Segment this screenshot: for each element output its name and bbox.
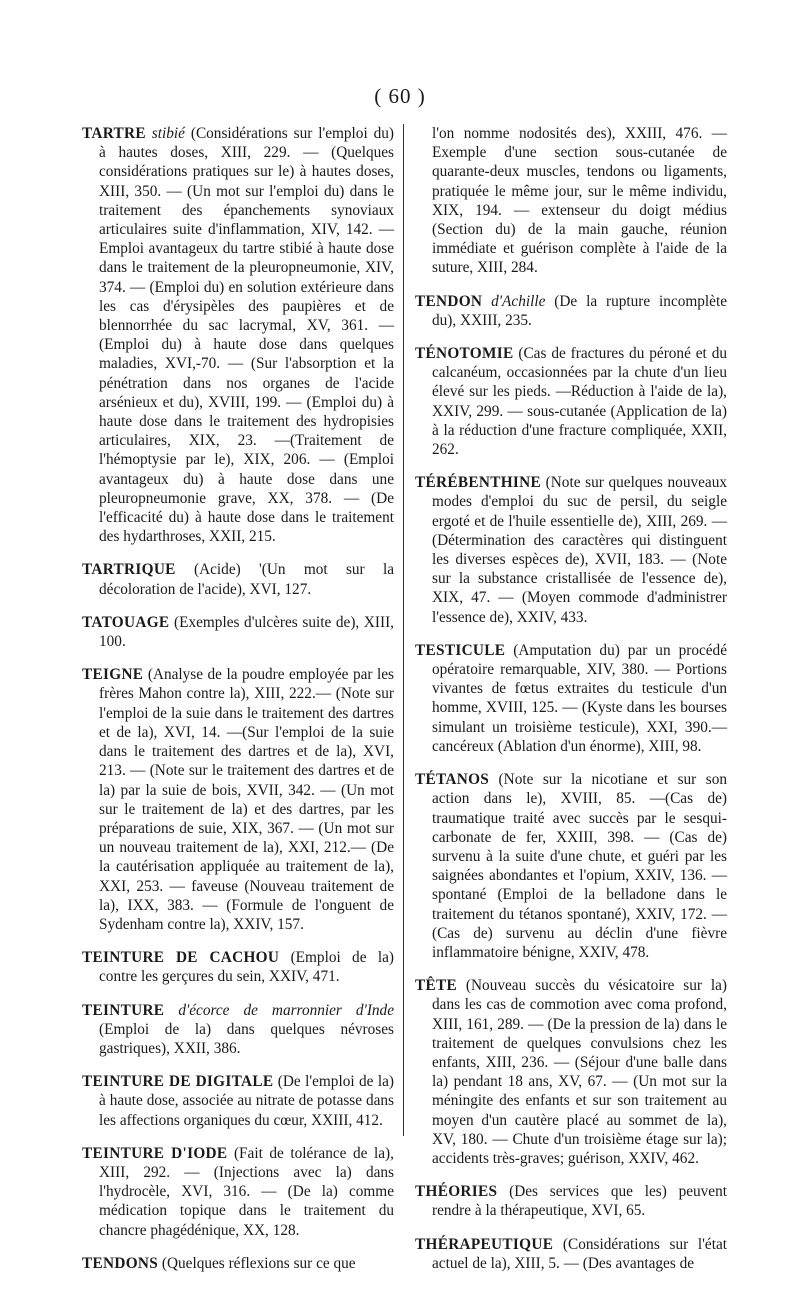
entry-text: (Fait de tolérance de la), XIII, 292. — (Injections avec la) dans l'hydrocèle, XVI, 316. — (De la) comme médication topique dans le traitement du chancre phagédénique, XX, 128.: [99, 1144, 394, 1239]
entry-qualifier: d'écorce de marronnier d'Inde: [178, 1001, 394, 1019]
entry-headword: TÉTANOS: [415, 771, 490, 789]
index-entry: [82, 1144, 394, 1240]
entry-headword: TÉNOTOMIE: [415, 345, 514, 363]
entry-text: (Note sur quelques nouveaux modes d'emploi du suc de persil, du seigle ergoté et de l'huile essentielle de), XIII, 269. — (Détermination des caractères qui distinguent les diverses espèces de), XVII, 183. — (Note sur la substance cristallisée de l'essence de), XIX, 47. — (Moyen commode d'administrer l'essence de), XXIV, 433.: [432, 474, 727, 626]
entry-headword: THÉORIES: [415, 1183, 498, 1201]
entry-text: (Quelques réflexions sur ce que: [158, 1254, 356, 1272]
entry-headword: TENDONS: [82, 1254, 159, 1272]
entry-text: (Considérations sur l'emploi du) à hautes doses, XIII, 229. — (Quelques considérations pratiques sur le) à hautes doses, XIII, 350. — (Un mot sur l'emploi du) dans le traitement des épanchements synoviaux articulaires suite d'inflammation, XIV, 142. — Emploi avantageux du tartre stibié à haute dose dans le traitement de la pleuropneumonie, XIV, 374. — (Emploi du) en solution extérieure dans les cas d'érysipèles des paupières et de blennorrhée du sac lacrymal, XV, 361. — (Emploi du) à haute dose dans quelques maladies, XVI,-70. — (Sur l'absorption et la pénétration dans nos organes de l'acide arsénieux et du), XVIII, 199. — (Emploi du) à haute dose dans le traitement des hydropisies articulaires, XIX, 23. —(Traitement de l'hémoptysie par le), XIX, 206. — (Emploi avantageux du) à haute dose dans une pleuropneumonie grave, XX, 378. — (De l'efficacité du) à haute dose dans le traitement des hydarthroses, XXII, 215.: [99, 125, 394, 546]
index-entry-continued: [415, 124, 727, 278]
entry-text: (Emploi de la) contre les gerçures du sein, XXIV, 471.: [99, 949, 394, 986]
column-divider: [403, 124, 404, 1136]
entry-headword: TESTICULE: [415, 641, 506, 659]
entry-qualifier: stibié: [151, 125, 185, 142]
entry-headword: TEINTURE D'IODE: [82, 1144, 228, 1162]
index-entry: [415, 641, 727, 756]
entry-text: (Acide) '(Un mot sur la décoloration de l'acide), XVI, 127.: [99, 561, 394, 598]
entry-text: (Des services que les) peuvent rendre à la thérapeutique, XVI, 65.: [432, 1183, 727, 1220]
entry-text: l'on nomme nodosités des), XXIII, 476. — Exemple d'une section sous-cutanée de quarante-deux muscles, tendons ou ligaments, pratiquée le même jour, sur le même individu, XIX, 194. — extenseur du doigt médius (Section du) de la main gauche, réunion immédiate et guérison complète à l'aide de la suture, XIII, 284.: [432, 125, 727, 277]
entry-headword: TÊTE: [415, 977, 458, 995]
entry-text: (Nouveau succès du vésicatoire sur la) dans les cas de commotion avec coma profond, XIII, 161, 289. — (De la pression de la) dans le traitement de quelques convulsions chez les enfants, XIII, 236. — (Séjour d'une balle dans la) pendant 18 ans, XV, 67. — (Un mot sur la méningite des enfants et sur son traitement au moyen d'un cautère placé au sommet de la), XV, 180. — Chute d'un troisième étage sur la); accidents très-graves; guérison, XXIV, 462.: [432, 977, 727, 1167]
entry-headword: TÉRÉBENTHINE: [415, 474, 542, 492]
index-entry: [82, 665, 394, 934]
entry-headword: TEINTURE: [82, 1001, 165, 1019]
entry-text: (Amputation du) par un procédé opératoire remarquable, XIV, 380. — Portions vivantes de fœtus extraites du testicule d'un homme, XVIII, 125. — (Kyste dans les bourses simulant un troisième testicule), XXI, 390.—cancéreux (Ablation d'un énorme), XIII, 98.: [432, 641, 727, 755]
index-entry: [82, 124, 394, 546]
page-number: ( 60 ): [374, 84, 426, 108]
index-entry: [415, 473, 727, 627]
index-entry: [82, 948, 394, 986]
index-entry: [82, 613, 394, 651]
entry-text: (Considérations sur l'état actuel de la), XIII, 5. — (Des avantages de: [432, 1235, 727, 1272]
entry-text: (Exemples d'ulcères suite de), XIII, 100.: [99, 613, 394, 651]
entry-text: (Cas de fractures du péroné et du calcanéum, occasionnées par la chute d'un lieu élevé sur les pieds. —Réduction à l'aide de la), XXIV, 299. — sous-cutanée (Application de la) à la réduction d'une fracture compliquée, XXII, 262.: [432, 345, 727, 459]
index-entry: [82, 1254, 394, 1273]
entry-text: (Emploi de la) dans quelques névroses gastriques), XXII, 386.: [99, 1020, 394, 1057]
entry-text: (De la rupture incomplète du), XXIII, 235.: [432, 292, 728, 329]
entry-headword: TEINTURE DE DIGITALE: [82, 1073, 274, 1091]
right-column: [415, 124, 727, 1287]
index-entry: [82, 560, 394, 598]
entry-text: (Note sur la nicotiane et sur son action dans le), XVIII, 85. —(Cas de) traumatique traité avec succès par le sesqui-carbonate de fer, XXIII, 398. — (Cas de) survenu à la suite d'une chute, et guéri par les saignées abondantes et l'opium, XXIV, 136. — spontané (Emploi de la belladone dans le traitement du tétanos spontané), XXIV, 172. — (Cas de) survenu au déclin d'une fièvre inflammatoire bénigne, XXIV, 478.: [432, 771, 727, 961]
entry-headword: TEINTURE DE CACHOU: [82, 949, 280, 967]
entry-headword: TENDON: [415, 292, 483, 310]
entry-qualifier: d'Achille: [491, 292, 546, 310]
left-column: [82, 124, 394, 1287]
index-entry: [415, 1182, 727, 1220]
entry-text: (Analyse de la poudre employée par les frères Mahon contre la), XIII, 222.— (Note sur l'emploi de la suie dans le traitement des dartres et de la), XVI, 14. —(Sur l'emploi de la suie dans le traitement des dartres et de la), XVI, 213. — (Note sur le traitement des dartres et de la) par la suie de bois, XVII, 342. — (Un mot sur le traitement de la) et des dartres, par les préparations de suie, XIX, 367. — (Un mot sur un nouveau traitement de la), XXI, 212.— (De la cautérisation appliquée au traitement de la), XXI, 253. — faveuse (Nouveau traitement de la), IXX, 383. — (Formule de l'onguent de Sydenham contre la), XXIV, 157.: [99, 666, 394, 933]
index-entry: [415, 770, 727, 962]
entry-text: (De l'emploi de la) à haute dose, associée au nitrate de potasse dans les affections organiques du cœur, XXIII, 412.: [99, 1073, 394, 1129]
entry-headword: TARTRIQUE: [82, 561, 176, 579]
index-entry: [415, 976, 727, 1168]
entry-headword: TARTRE: [82, 125, 146, 142]
index-entry: [82, 1001, 394, 1059]
entry-headword: TATOUAGE: [82, 613, 170, 631]
index-entry: [82, 1072, 394, 1130]
index-entry: [415, 292, 727, 330]
index-entry: [415, 344, 727, 459]
entry-headword: TEIGNE: [82, 666, 144, 684]
index-entry: [415, 1235, 727, 1273]
entry-headword: THÉRAPEUTIQUE: [415, 1235, 554, 1253]
